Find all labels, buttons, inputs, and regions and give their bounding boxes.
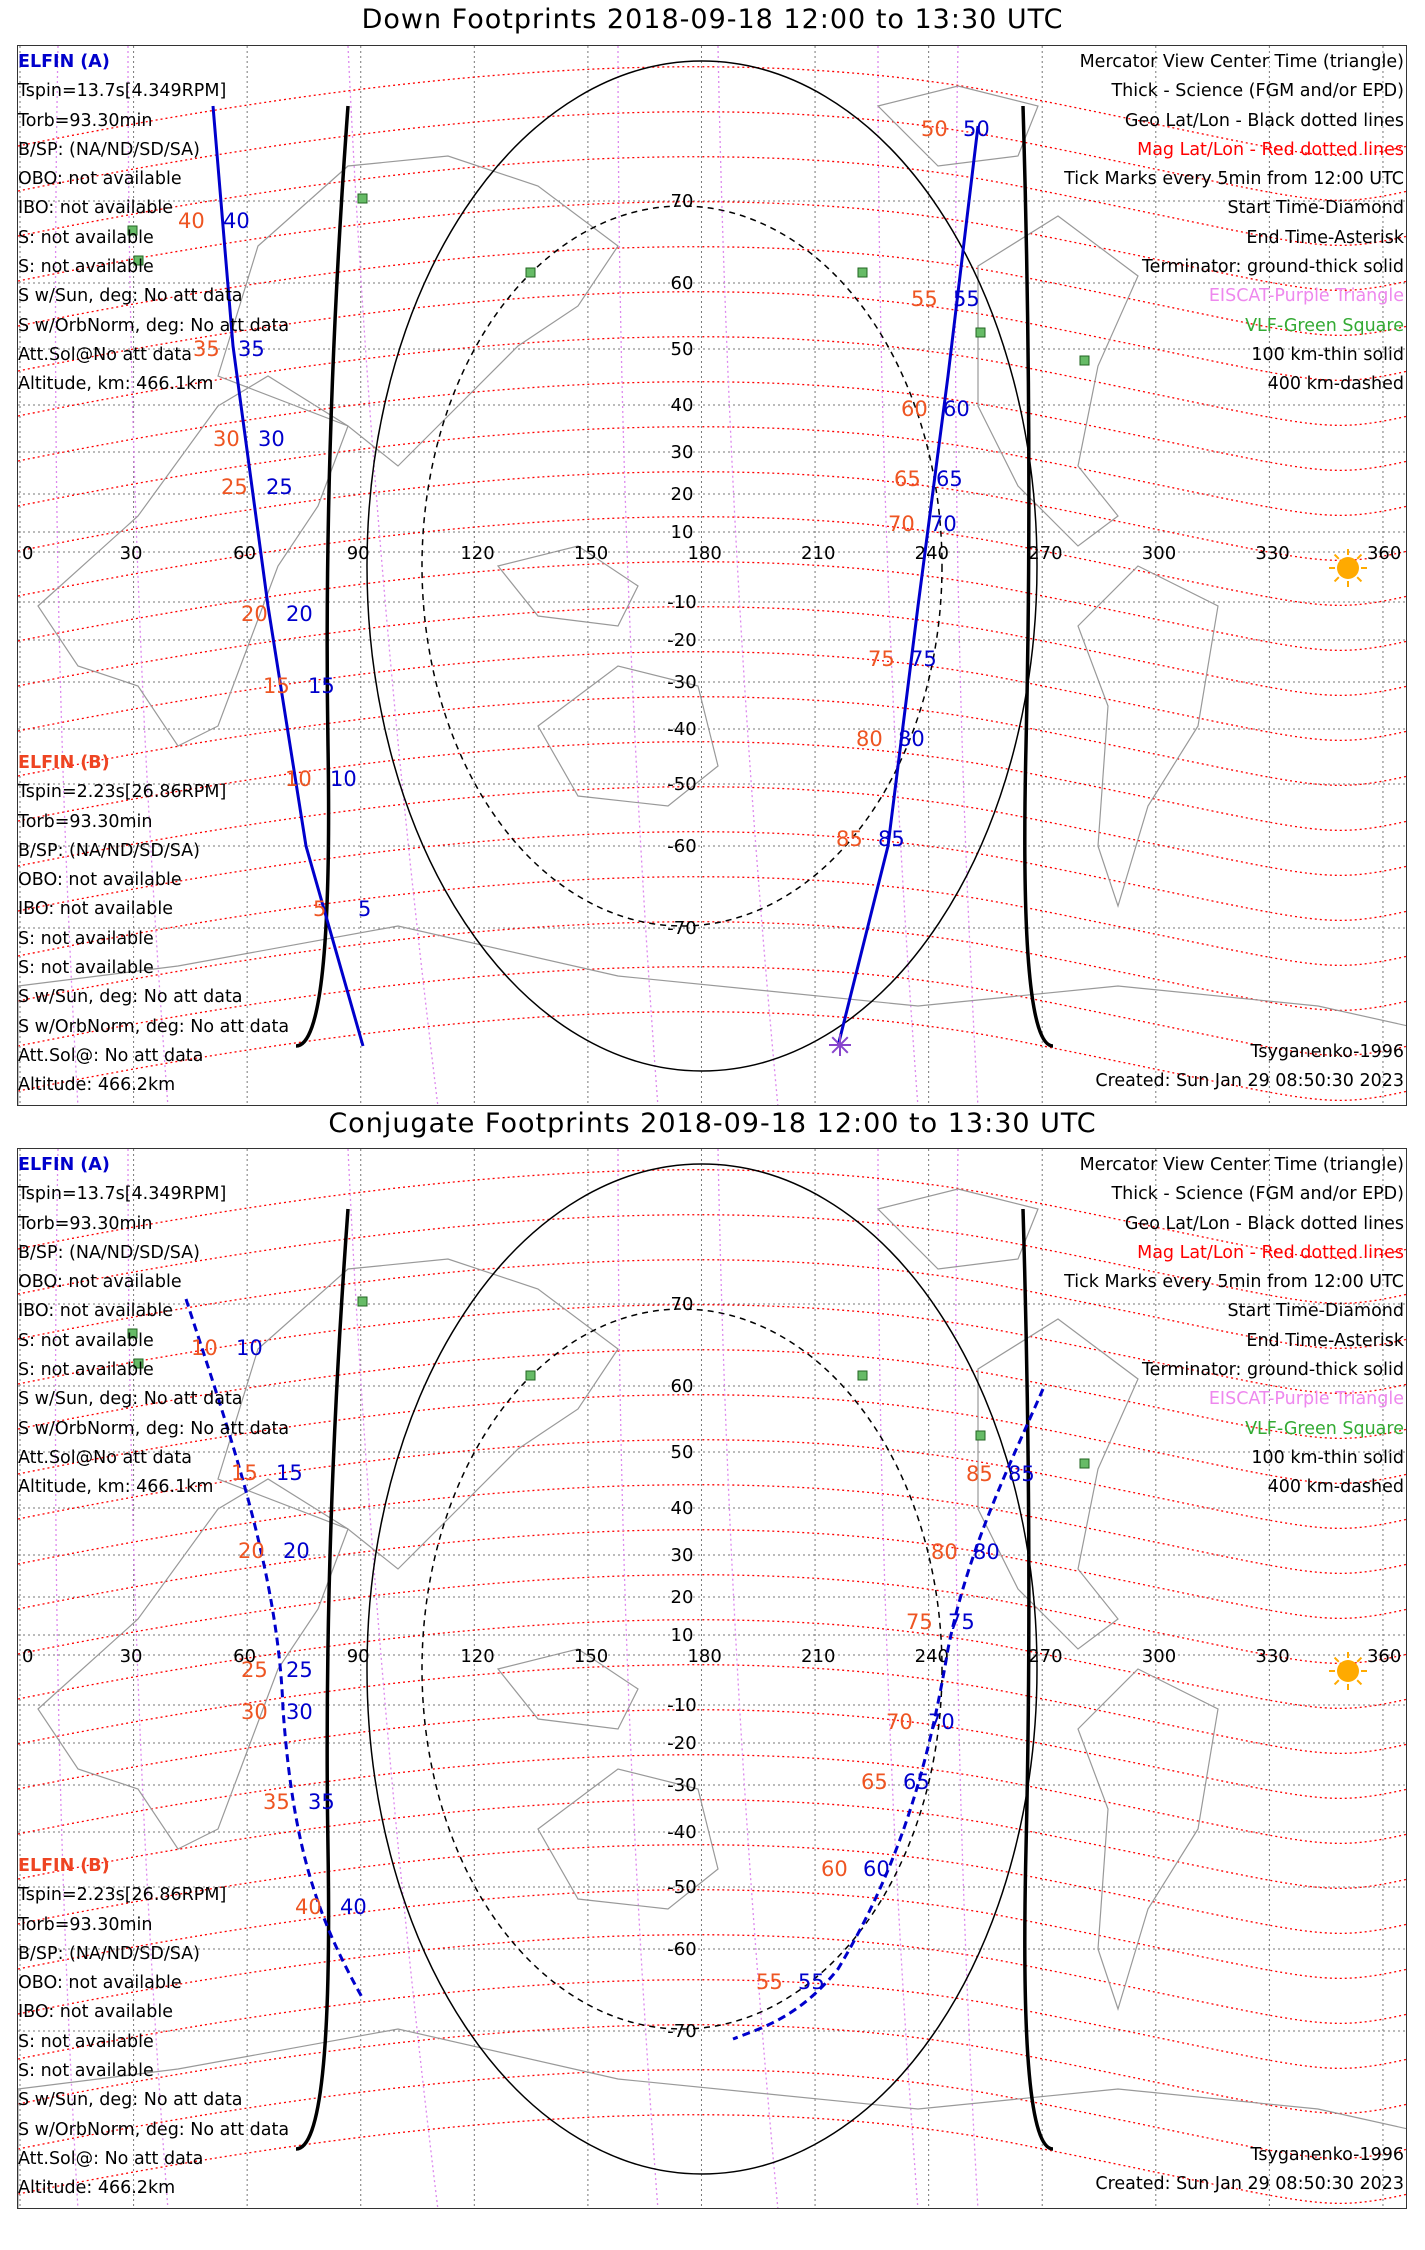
elfin-b-info-line: S: not available: [18, 2031, 154, 2052]
elfin-a-info-line: S w/Sun, deg: No att data: [18, 286, 243, 307]
terminator: [296, 1209, 1053, 2149]
sun-ray: [1335, 555, 1339, 559]
terminator: [296, 106, 1053, 1046]
mag-meridian-line: [718, 46, 778, 1106]
longitude-tick-label: 210: [801, 1646, 836, 1667]
latitude-tick-label: -50: [667, 1877, 697, 1898]
latitude-tick-label: 50: [670, 1442, 694, 1463]
legend-km400: 400 km-dashed: [1267, 374, 1404, 395]
elfin-b-label: ELFIN (B): [18, 753, 110, 773]
sun-ray: [1335, 1680, 1339, 1684]
mag-time-label: 20: [238, 1539, 265, 1563]
mag-time-label: 30: [241, 1700, 268, 1724]
sun-ray: [1335, 1658, 1339, 1662]
terminator-line: [1023, 106, 1053, 1046]
latitude-tick-label: 30: [670, 442, 694, 463]
mag-time-label: 20: [241, 602, 268, 626]
elfin-b-label: ELFIN (B): [18, 1856, 110, 1876]
longitude-tick-label: 0: [22, 1646, 34, 1667]
elfin-a-label: ELFIN (A): [18, 1155, 110, 1175]
legend-start: Start Time-Diamond: [1227, 1301, 1404, 1322]
elfin-a-info-line: Tspin=13.7s[4.349RPM]: [18, 81, 227, 102]
latitude-tick-label: -70: [667, 918, 697, 939]
latitude-tick-label: 70: [670, 191, 694, 212]
mag-time-label: 5: [313, 897, 327, 921]
legend-view: Mercator View Center Time (triangle): [1079, 52, 1404, 72]
latitude-tick-label: -30: [667, 672, 697, 693]
legend-geo: Geo Lat/Lon - Black dotted lines: [1124, 110, 1404, 131]
elfin-a-info-line: Altitude, km: 466.1km: [18, 1477, 214, 1498]
track-time-label: 10: [236, 1336, 263, 1360]
track-time-label: 65: [903, 1770, 930, 1794]
latitude-tick-label: -20: [667, 1733, 697, 1754]
elfin-a-label: ELFIN (A): [18, 52, 110, 72]
mag-time-label: 70: [886, 1710, 913, 1734]
map-legend: [1064, 1151, 1404, 1503]
conjugate-footprints-panel: [17, 1148, 1407, 2209]
longitude-tick-label: 240: [914, 543, 949, 564]
mag-time-label: 80: [931, 1540, 958, 1564]
mag-time-label: 75: [868, 647, 895, 671]
legend-thick: Thick - Science (FGM and/or EPD): [1111, 81, 1404, 102]
track-time-label: 70: [930, 512, 957, 536]
mag-time-label: 65: [861, 1770, 888, 1794]
elfin-a-info-line: S: not available: [18, 1360, 154, 1381]
elfin-a-info-line: Att.Sol@No att data: [18, 1447, 192, 1468]
longitude-tick-label: 0: [22, 543, 34, 564]
map-legend: [1064, 48, 1404, 400]
longitude-tick-label: 360: [1366, 543, 1402, 564]
elfin-b-info: [18, 1852, 289, 2204]
longitude-tick-label: 330: [1255, 1646, 1290, 1667]
longitude-tick-label: 240: [914, 1646, 949, 1667]
elfin-b-track: [838, 126, 978, 1046]
elfin-b-info-line: Torb=93.30min: [18, 1914, 153, 1935]
mag-meridian-line: [878, 46, 918, 1106]
legend-end: End Time-Asterisk: [1246, 227, 1404, 248]
sun-icon: [1337, 557, 1359, 579]
vlf-station-marker: [858, 1371, 867, 1380]
mag-time-label: 40: [178, 209, 205, 233]
mag-time-label: 10: [191, 1336, 218, 1360]
mag-time-label: 85: [966, 1462, 993, 1486]
sun-ray: [1357, 555, 1361, 559]
legend-eiscat: EISCAT-Purple Triangle: [1208, 1389, 1404, 1410]
elfin-b-info-line: S w/Sun, deg: No att data: [18, 987, 243, 1008]
latitude-tick-label: -40: [667, 1822, 697, 1843]
mag-time-label: 70: [888, 512, 915, 536]
mag-time-label: 25: [241, 1658, 268, 1682]
track-time-label: 55: [953, 287, 980, 311]
mag-time-label: 15: [263, 674, 290, 698]
down-footprints-panel: [17, 45, 1407, 1106]
elfin-a-info-line: OBO: not available: [18, 1272, 182, 1293]
elfin-a-info-line: B/SP: (NA/ND/SD/SA): [18, 139, 200, 160]
elfin-b-info-line: S w/Sun, deg: No att data: [18, 2090, 243, 2111]
latitude-tick-label: 20: [670, 484, 694, 505]
elfin-a-info-line: Torb=93.30min: [18, 110, 153, 131]
latitude-tick-label: -40: [667, 719, 697, 740]
latitude-tick-label: -50: [667, 774, 697, 795]
legend-ticks: Tick Marks every 5min from 12:00 UTC: [1064, 1272, 1404, 1293]
mag-meridian-line: [718, 1149, 778, 2209]
mag-time-label: 55: [756, 1970, 783, 1994]
longitude-tick-label: 150: [573, 1646, 609, 1667]
sun-ray: [1357, 1680, 1361, 1684]
elfin-b-info-line: S w/OrbNorm, deg: No att data: [18, 1016, 290, 1037]
longitude-tick-label: 210: [801, 543, 836, 564]
elfin-b-info-line: IBO: not available: [18, 2002, 173, 2023]
continent-outline: [1078, 566, 1218, 906]
latitude-tick-label: -60: [667, 1939, 697, 1960]
longitude-tick-label: 180: [687, 543, 722, 564]
mag-latitude-line: [18, 1530, 1407, 1619]
elfin-a-info-line: Altitude, km: 466.1km: [18, 374, 214, 395]
elfin-a-info-line: S: not available: [18, 257, 154, 278]
elfin-b-info-line: Altitude: 466.2km: [18, 1075, 176, 1096]
sun-ray: [1335, 577, 1339, 581]
track-time-label: 80: [973, 1540, 1000, 1564]
model-label: Tsyganenko-1996: [1250, 1042, 1404, 1062]
elfin-a-info-line: Torb=93.30min: [18, 1213, 153, 1234]
latitude-tick-label: 60: [670, 1376, 694, 1397]
longitude-tick-label: 150: [573, 543, 609, 564]
mag-time-label: 60: [821, 1857, 848, 1881]
created-timestamp: Created: Sun Jan 29 08:50:30 2023: [1095, 1071, 1404, 1091]
terminator-line: [1023, 1209, 1053, 2149]
mag-time-label: 25: [221, 475, 248, 499]
latitude-tick-label: 40: [670, 395, 694, 416]
legend-vlf: VLF-Green Square: [1245, 315, 1404, 336]
mag-time-label: 55: [911, 287, 938, 311]
elfin-b-info-line: OBO: not available: [18, 1973, 182, 1994]
mag-latitude-line: [18, 562, 1407, 651]
track-time-label: 85: [878, 827, 905, 851]
latitude-tick-label: -60: [667, 836, 697, 857]
elfin-a-info-line: Tspin=13.7s[4.349RPM]: [18, 1184, 227, 1205]
created-timestamp: Created: Sun Jan 29 08:50:30 2023: [1095, 2174, 1404, 2194]
track-time-label: 50: [963, 117, 990, 141]
longitude-tick-label: 300: [1141, 543, 1177, 564]
mag-time-label: 40: [295, 1895, 322, 1919]
longitude-tick-label: 180: [687, 1646, 722, 1667]
legend-ticks: Tick Marks every 5min from 12:00 UTC: [1064, 169, 1404, 190]
elfin-b-info-line: Tspin=2.23s[26.86RPM]: [18, 782, 227, 803]
legend-vlf: VLF-Green Square: [1245, 1418, 1404, 1439]
elfin-b-info-line: OBO: not available: [18, 870, 182, 891]
elfin-a-info: [18, 48, 289, 400]
legend-km100: 100 km-thin solid: [1251, 344, 1404, 365]
longitude-tick-label: 120: [460, 1646, 495, 1667]
mag-latitude-line: [18, 1665, 1407, 1754]
vlf-station-marker: [858, 268, 867, 277]
elfin-b-info-line: Att.Sol@: No att data: [18, 2148, 204, 2169]
mag-meridian-line: [956, 46, 979, 1106]
vlf-station-marker: [976, 328, 985, 337]
vlf-station-marker: [526, 1371, 535, 1380]
track-time-label: 25: [286, 1658, 313, 1682]
legend-km100: 100 km-thin solid: [1251, 1447, 1404, 1468]
longitude-tick-label: 90: [346, 1646, 370, 1667]
latitude-tick-label: 40: [670, 1498, 694, 1519]
elfin-b-info-line: Altitude: 466.2km: [18, 2178, 176, 2199]
mag-time-label: 35: [193, 337, 220, 361]
elfin-a-info-line: S w/OrbNorm, deg: No att data: [18, 1418, 290, 1439]
mag-time-label: 85: [836, 827, 863, 851]
elfin-a-info-line: IBO: not available: [18, 198, 173, 219]
latitude-tick-label: 30: [670, 1545, 694, 1566]
conjugate-panel-title: Conjugate Footprints 2018-09-18 12:00 to 13:30 UTC: [328, 1108, 1097, 1139]
track-time-label: 35: [308, 1790, 335, 1814]
latitude-tick-label: 70: [670, 1294, 694, 1315]
mag-time-label: 75: [906, 1610, 933, 1634]
legend-geo: Geo Lat/Lon - Black dotted lines: [1124, 1213, 1404, 1234]
track-time-label: 25: [266, 475, 293, 499]
latitude-tick-label: -10: [667, 1695, 697, 1716]
elfin-a-info-line: S w/Sun, deg: No att data: [18, 1389, 243, 1410]
track-time-label: 40: [223, 209, 250, 233]
longitude-tick-label: 300: [1141, 1646, 1177, 1667]
track-time-label: 60: [863, 1857, 890, 1881]
track-time-label: 75: [948, 1610, 975, 1634]
track-time-label: 30: [286, 1700, 313, 1724]
vlf-station-marker: [358, 1297, 367, 1306]
elfin-b-info-line: IBO: not available: [18, 899, 173, 920]
mag-time-label: 80: [856, 727, 883, 751]
elfin-a-info-line: S: not available: [18, 1330, 154, 1351]
sun-ray: [1357, 577, 1361, 581]
continent-outline: [878, 86, 1038, 166]
longitude-tick-label: 60: [233, 1646, 257, 1667]
longitude-tick-label: 120: [460, 543, 495, 564]
elfin-b-info-line: B/SP: (NA/ND/SD/SA): [18, 840, 200, 861]
latitude-tick-label: -70: [667, 2021, 697, 2042]
continent-outline: [38, 376, 348, 746]
track-time-label: 20: [283, 1539, 310, 1563]
mag-meridian-line: [878, 1149, 918, 2209]
vlf-station-marker: [526, 268, 535, 277]
elfin-b-info-line: B/SP: (NA/ND/SD/SA): [18, 1943, 200, 1964]
legend-mag: Mag Lat/Lon - Red dotted lines: [1137, 1242, 1404, 1263]
track-time-label: 40: [340, 1895, 367, 1919]
latitude-tick-label: 20: [670, 1587, 694, 1608]
elfin-a-info-line: S: not available: [18, 227, 154, 248]
legend-view: Mercator View Center Time (triangle): [1079, 1155, 1404, 1175]
mag-time-label: 35: [263, 1790, 290, 1814]
legend-end: End Time-Asterisk: [1246, 1330, 1404, 1351]
elfin-a-info-line: S w/OrbNorm, deg: No att data: [18, 315, 290, 336]
track-time-label: 60: [943, 397, 970, 421]
elfin-a-info: [18, 1151, 289, 1503]
longitude-tick-label: 270: [1028, 1646, 1063, 1667]
latitude-tick-label: 10: [670, 522, 694, 543]
mag-time-label: 10: [285, 767, 312, 791]
mag-time-label: 30: [213, 427, 240, 451]
longitude-tick-label: 30: [119, 1646, 143, 1667]
elfin-a-info-line: B/SP: (NA/ND/SD/SA): [18, 1242, 200, 1263]
elfin-b-info-line: S: not available: [18, 928, 154, 949]
longitude-tick-label: 330: [1255, 543, 1290, 564]
track-time-label: 5: [358, 897, 372, 921]
mag-latitude-line: [18, 1755, 1407, 1844]
track-time-label: 65: [936, 467, 963, 491]
longitude-tick-label: 360: [1366, 1646, 1402, 1667]
elfin-b-info-line: Tspin=2.23s[26.86RPM]: [18, 1885, 227, 1906]
mag-time-label: 65: [894, 467, 921, 491]
track-time-label: 80: [898, 727, 925, 751]
track-time-label: 55: [798, 1970, 825, 1994]
latitude-tick-label: 50: [670, 339, 694, 360]
mag-meridian-line: [956, 1149, 979, 2209]
elfin-b-info-line: S: not available: [18, 2061, 154, 2082]
mag-meridian-line: [348, 46, 438, 1106]
elfin-b-info: [18, 749, 289, 1101]
vlf-station-marker: [976, 1431, 985, 1440]
legend-km400: 400 km-dashed: [1267, 1477, 1404, 1498]
track-time-label: 85: [1008, 1462, 1035, 1486]
longitude-tick-label: 90: [346, 543, 370, 564]
elfin-b-info-line: S: not available: [18, 958, 154, 979]
legend-start: Start Time-Diamond: [1227, 198, 1404, 219]
legend-terminator: Terminator: ground-thick solid: [1141, 257, 1404, 278]
track-time-label: 35: [238, 337, 265, 361]
elfin-a-info-line: Att.Sol@No att data: [18, 344, 192, 365]
latitude-tick-label: -30: [667, 1775, 697, 1796]
legend-thick: Thick - Science (FGM and/or EPD): [1111, 1184, 1404, 1205]
mag-meridian-line: [348, 1149, 438, 2209]
latitude-tick-label: -10: [667, 592, 697, 613]
longitude-tick-label: 270: [1028, 543, 1063, 564]
legend-terminator: Terminator: ground-thick solid: [1141, 1360, 1404, 1381]
track-time-label: 20: [286, 602, 313, 626]
track-time-label: 75: [910, 647, 937, 671]
range-100km-ellipse: [367, 1164, 1037, 2174]
elfin-b-info-line: Att.Sol@: No att data: [18, 1045, 204, 1066]
mag-time-label: 50: [921, 117, 948, 141]
track-time-label: 15: [308, 674, 335, 698]
mag-time-label: 15: [231, 1461, 258, 1485]
continent-outline: [1078, 1669, 1218, 2009]
sun-icon: [1337, 1660, 1359, 1682]
longitude-tick-label: 30: [119, 543, 143, 564]
legend-eiscat: EISCAT-Purple Triangle: [1208, 286, 1404, 307]
model-label: Tsyganenko-1996: [1250, 2145, 1404, 2165]
mag-time-label: 60: [901, 397, 928, 421]
track-time-label: 10: [330, 767, 357, 791]
longitude-tick-label: 60: [233, 543, 257, 564]
latitude-tick-label: 60: [670, 273, 694, 294]
elfin-b-info-line: S w/OrbNorm, deg: No att data: [18, 2119, 290, 2140]
latitude-tick-label: -20: [667, 630, 697, 651]
elfin-a-info-line: IBO: not available: [18, 1301, 173, 1322]
vlf-station-marker: [358, 194, 367, 203]
mag-latitude-line: [18, 652, 1407, 741]
latitude-tick-label: 10: [670, 1625, 694, 1646]
range-100km-ellipse: [367, 61, 1037, 1071]
track-time-label: 70: [928, 1710, 955, 1734]
track-time-label: 30: [258, 427, 285, 451]
elfin-a-info-line: OBO: not available: [18, 169, 182, 190]
track-time-label: 15: [276, 1461, 303, 1485]
elfin-b-info-line: Torb=93.30min: [18, 811, 153, 832]
continent-outline: [878, 1189, 1038, 1269]
sun-ray: [1357, 1658, 1361, 1662]
down-panel-title: Down Footprints 2018-09-18 12:00 to 13:30 UTC: [361, 4, 1064, 35]
legend-mag: Mag Lat/Lon - Red dotted lines: [1137, 139, 1404, 160]
